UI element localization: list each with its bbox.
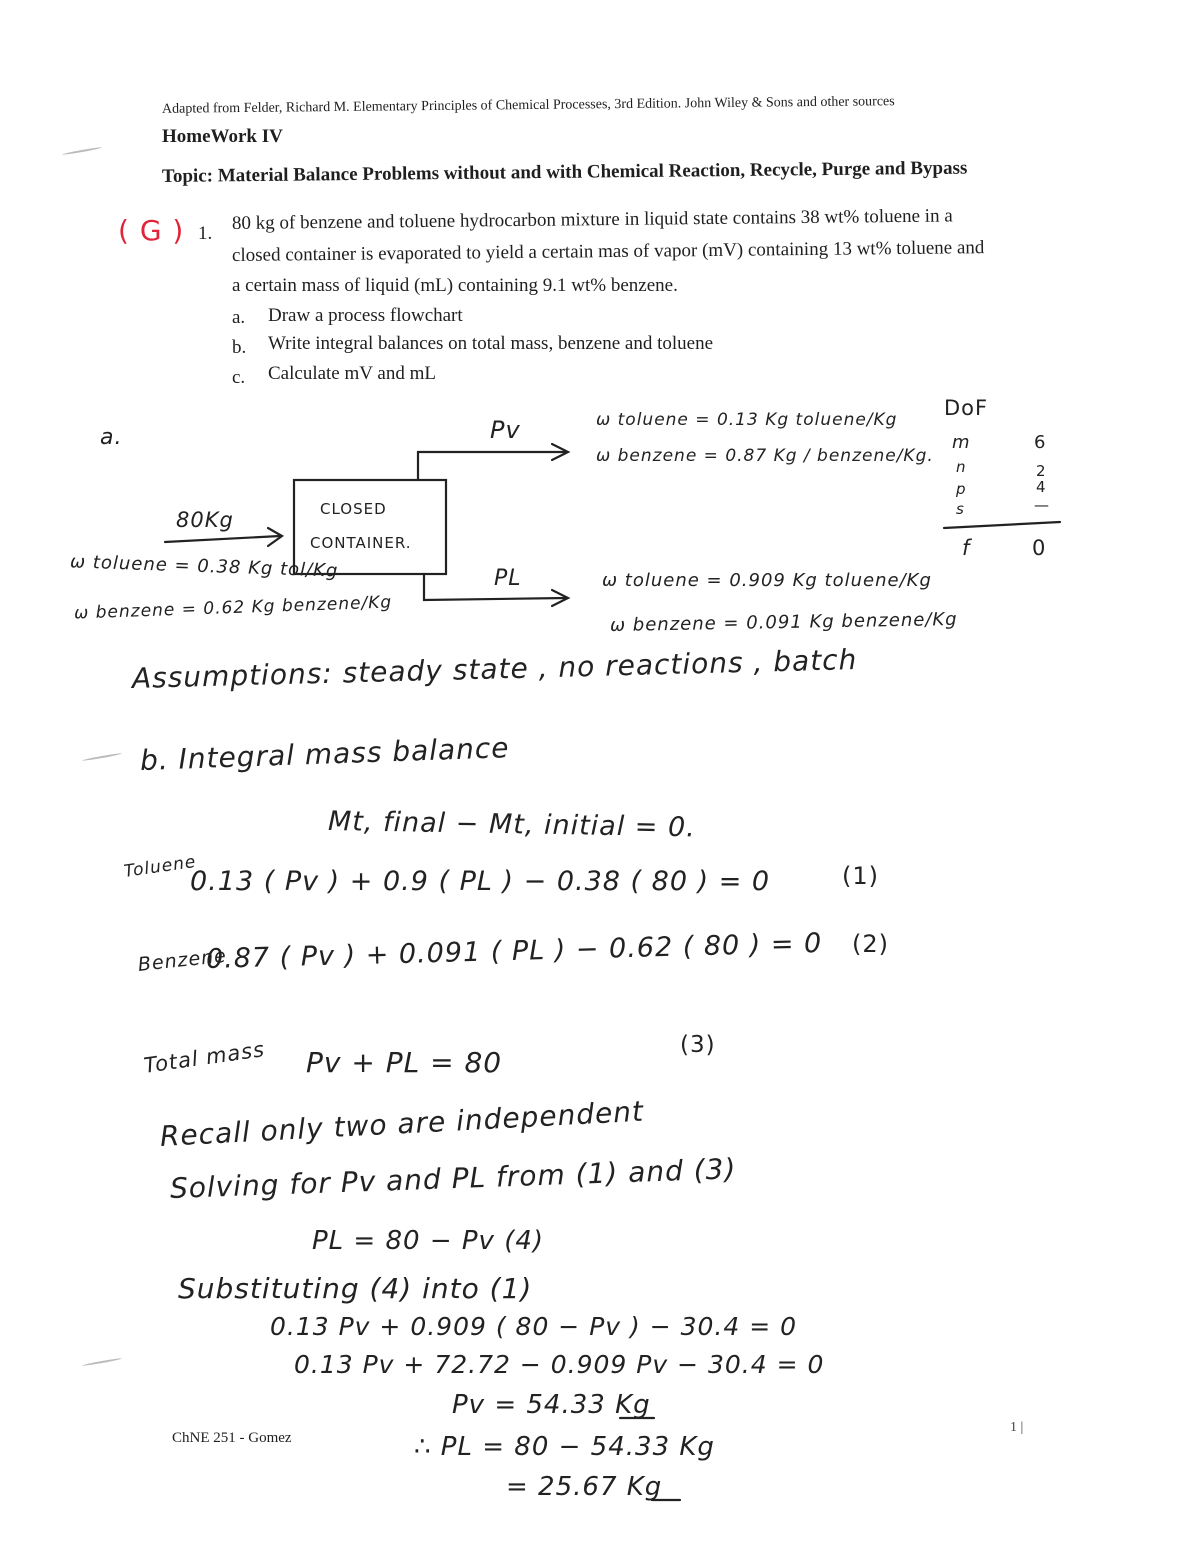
dof-value-p: 4: [1036, 478, 1047, 496]
feed-mass: 80Kg: [176, 508, 234, 532]
dof-label-s: s: [956, 500, 965, 518]
feed-toluene-fraction: ω toluene = 0.38 Kg tol/Kg: [69, 551, 339, 582]
feed-arrow: [165, 536, 280, 542]
part-b-text: Write integral balances on total mass, benzene and toluene: [268, 333, 714, 354]
dof-value-n: 2: [1036, 462, 1047, 480]
part-c-letter: c.: [232, 367, 246, 388]
substitution-step-1: 0.13 Pv + 0.909 ( 80 − Pv ) − 30.4 = 0: [270, 1312, 798, 1341]
toluene-label: Toluene: [122, 851, 198, 882]
pl-calculation: ∴ PL = 80 − 54.33 Kg: [414, 1432, 715, 1462]
vapor-benzene-fraction: ω benzene = 0.87 Kg / benzene/Kg.: [596, 446, 934, 466]
benzene-label: Benzene: [136, 944, 228, 976]
dof-value-s: —: [1034, 496, 1050, 514]
grade-mark: ( G ): [118, 214, 185, 247]
part-c-text: Calculate mV and mL: [268, 363, 436, 384]
equation-2-number: (2): [852, 930, 889, 958]
vapor-toluene-fraction: ω toluene = 0.13 Kg toluene/Kg: [596, 410, 898, 430]
equation-3: Pv + PL = 80: [306, 1046, 503, 1079]
dof-title: DoF: [944, 396, 989, 420]
equation-2: 0.87 ( Pv ) + 0.091 ( PL ) − 0.62 ( 80 ) = 0: [205, 927, 823, 975]
container-label-2: CONTAINER.: [310, 534, 412, 552]
vapor-stream-label: Pv: [490, 416, 521, 444]
liquid-toluene-fraction: ω toluene = 0.909 Kg toluene/Kg: [602, 570, 932, 591]
problem-line-1: 80 kg of benzene and toluene hydrocarbon mixture in liquid state contains 38 wt% toluene in a: [231, 205, 953, 234]
container-label-1: CLOSED: [320, 500, 387, 518]
equation-4: PL = 80 − Pv (4): [312, 1226, 545, 1256]
footer-page-number: 1 |: [1010, 1420, 1024, 1435]
part-a-text: Draw a process flowchart: [268, 305, 463, 326]
substitution-step-2: 0.13 Pv + 72.72 − 0.909 Pv − 30.4 = 0: [294, 1350, 825, 1379]
pv-result: Pv = 54.33 Kg: [452, 1390, 651, 1420]
dof-label-m: m: [952, 432, 971, 453]
dof-value-m: 6: [1034, 432, 1047, 453]
equation-3-number: (3): [680, 1032, 716, 1058]
part-a-label: a.: [100, 425, 123, 450]
problem-line-3: a certain mass of liquid (mL) containing 9.1 wt% benzene.: [232, 275, 678, 296]
assumptions: Assumptions: steady state , no reactions , batch: [131, 643, 858, 695]
total-mass-label: Total mass: [142, 1037, 267, 1078]
pl-result: = 25.67 Kg: [506, 1472, 663, 1502]
part-b-heading: b. Integral mass balance: [139, 731, 511, 777]
dof-label-n: n: [956, 458, 967, 476]
dof-label-p: p: [956, 480, 967, 498]
footer-course: ChNE 251 - Gomez: [172, 1430, 292, 1446]
substitution-note: Substituting (4) into (1): [178, 1272, 533, 1305]
liquid-benzene-fraction: ω benzene = 0.091 Kg benzene/Kg: [609, 608, 958, 637]
problem-number: 1.: [198, 223, 213, 244]
vapor-stream: [418, 452, 566, 480]
homework-title: HomeWork IV: [162, 126, 283, 147]
solving-note: Solving for Pv and PL from (1) and (3): [169, 1152, 737, 1205]
feed-benzene-fraction: ω benzene = 0.62 Kg benzene/Kg: [73, 592, 393, 624]
part-a-letter: a.: [232, 307, 246, 328]
source-citation: Adapted from Felder, Richard M. Elementary Principles of Chemical Processes, 3rd Edition. John Wiley & Sons and other sources: [161, 94, 895, 117]
problem-line-2: closed container is evaporated to yield a certain mas of vapor (mV) containing 13 wt% toluene and: [231, 237, 985, 266]
dof-result-value: 0: [1032, 536, 1047, 560]
equation-1-number: (1): [842, 862, 879, 890]
dof-result-label: f: [962, 536, 971, 560]
recall-note: Recall only two are independent: [159, 1094, 645, 1153]
dof-sum-line: [944, 522, 1060, 528]
equation-1: 0.13 ( Pv ) + 0.9 ( PL ) − 0.38 ( 80 ) = 0: [190, 866, 771, 897]
topic-heading: Topic: Material Balance Problems without and with Chemical Reaction, Recycle, Purge and Bypass: [161, 157, 968, 187]
integral-balance-equation: Mt, final − Mt, initial = 0.: [327, 806, 697, 844]
liquid-stream-label: PL: [494, 566, 522, 591]
part-b-letter: b.: [232, 337, 247, 358]
